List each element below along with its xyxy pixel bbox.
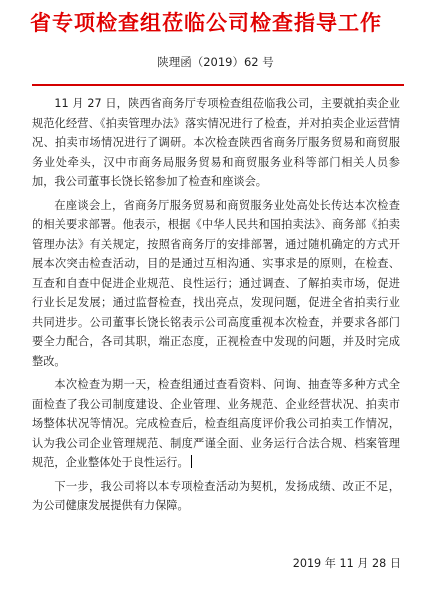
body-paragraph-3: 本次检查为期一天，检查组通过查看资料、问询、抽查等多种方式全面检查了我公司制度建设、企业管理、业务规范、企业经营状况、拍卖市场整体状况等情况。完成检查后，检查组高度评价我公司拍卖工作情况，认为我公司企业管理规范、制度严谨全面、业务运行合法合规、档案管理规范，企业整体处于良性运行。 [32,378,400,469]
body-paragraph-3-container[interactable] [32,375,400,473]
body-paragraph-4: 下一步，我公司将以本专项检查活动为契机，发扬成绩、改正不足，为公司健康发展提供有力保障。 [32,479,400,512]
letterhead-title: 省专项检查组莅临公司检查指导工作 [30,10,382,35]
text-cursor [191,455,192,468]
document-number: 陕理函（2019）62 号 [157,55,274,69]
body-paragraph-2: 在座谈会上，省商务厅服务贸易和商贸服务业处高处长传达本次检查的相关要求部署。他表示，根据《中华人民共和国拍卖法》、商务部《拍卖管理办法》有关规定，按照省商务厅的安排部署，通过随机确定的方式开展本次突击检查活动，目的是通过互相沟通、实事求是的原则，在检查、互查和自查中促进企业规范、良性运行；通过调查、了解拍卖市场，促进行业长足发展；通过监督检查，找出亮点，发现问题，促进全省拍卖行业共同进步。公司董事长饶长铭表示公司高度重视本次检查，并要求各部门要全力配合，各司其职，端正态度，正视检查中发现的问题，并及时完成整改。 [32,198,400,368]
letterhead-divider [32,84,404,86]
body-paragraph-1: 11 月 27 日，陕西省商务厅专项检查组莅临我公司，主要就拍卖企业规范化经营、《拍卖管理办法》落实情况进行了检查，并对拍卖企业运营情况、拍卖市场情况进行了调研。本次检查陕西省商务厅服务贸易和商贸服务业处牵头，汉中市商务局服务贸易和商贸服务业科等部门相关人员参加，我公司董事长饶长铭参加了检查和座谈会。 [32,97,400,188]
signature-date: 2019 年 11 月 28 日 [292,557,401,570]
document-body [32,94,400,518]
